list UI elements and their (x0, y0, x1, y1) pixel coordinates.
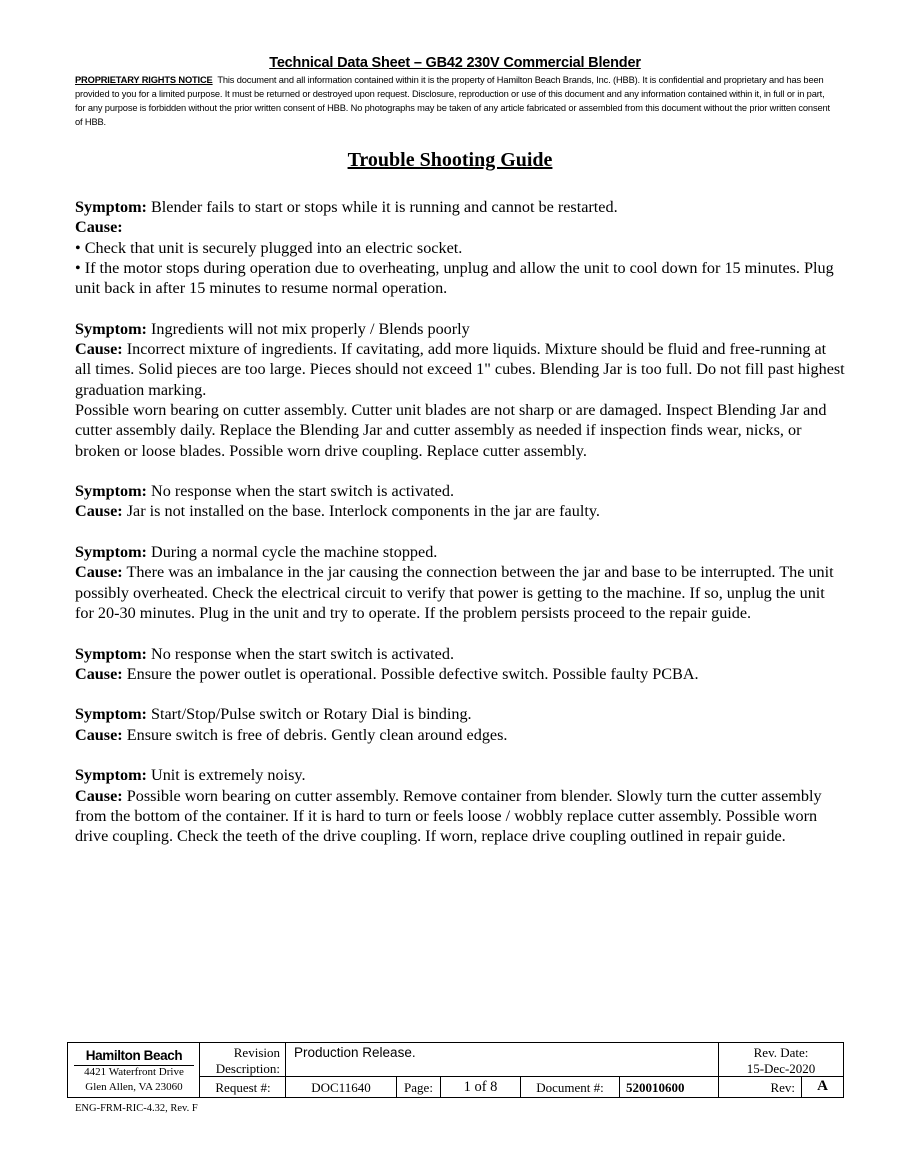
symptom-label: Symptom: (75, 644, 147, 663)
notice-text: This document and all information contained within it is the property of Hamilton Beach Brands, Inc. (HBB). It is confidential and proprietary and has been provided to you for a limited purpose. It must be returned or destroyed upon request. Disclosure, reproduction or use of this document and any information contained within it, in full or in part, for any purpose is forbidden without the prior written consent of HBB. No photographs may be taken of any article fabricated or assembled from this document without the prior written consent of HBB. (75, 75, 830, 127)
notice-label: PROPRIETARY RIGHTS NOTICE (75, 75, 213, 85)
cause-text: Incorrect mixture of ingredients. If cavitating, add more liquids. Mixture should be fluid and free-running at all times. Solid pieces are too large. Pieces should not exceed 1" cubes. Blending Jar is too full. Do not fill past highest graduation marking. (75, 340, 845, 399)
cause-label: Cause: (75, 664, 123, 683)
cause-text: Possible worn bearing on cutter assembly. Remove container from blender. Slowly turn the cutter assembly from the bottom of the container. If it is hard to turn or feels loose / wobbly replace cutter assembly. Possible worn drive coupling. Check the teeth of the drive coupling. If worn, replace drive coupling outlined in repair guide. (75, 786, 822, 846)
document-header (75, 55, 835, 129)
divider (619, 1076, 620, 1097)
troubleshooting-entry (75, 319, 845, 461)
document-title: Technical Data Sheet – GB42 230V Commercial Blender (269, 55, 641, 71)
symptom-label: Symptom: (75, 705, 147, 724)
symptom-text: No response when the start switch is activated. (151, 644, 454, 663)
symptom-label: Symptom: (75, 766, 147, 785)
description-label: Description: (215, 1061, 280, 1076)
hamilton-beach-logo: Hamilton Beach (85, 1048, 183, 1063)
cause-text: Ensure switch is free of debris. Gently clean around edges. (126, 725, 508, 744)
symptom-text: Ingredients will not mix properly / Blends poorly (151, 319, 470, 338)
rev-date-label: Rev. Date: (753, 1045, 809, 1060)
rev-value: A (817, 1078, 828, 1094)
company-address-line-1: 4421 Waterfront Drive (84, 1066, 184, 1078)
cause-text: Ensure the power outlet is operational. Possible defective switch. Possible faulty PCBA. (126, 664, 699, 683)
troubleshooting-entry (75, 197, 845, 298)
symptom-text: Unit is extremely noisy. (151, 766, 306, 785)
revision-description: Production Release. (294, 1045, 416, 1060)
request-number: DOC11640 (311, 1080, 371, 1095)
symptom-text: Blender fails to start or stops while it is running and cannot be restarted. (151, 198, 618, 216)
troubleshooting-entry (75, 765, 845, 846)
cause-text: Jar is not installed on the base. Interlock components in the jar are faulty. (126, 502, 600, 521)
cause-bullet: • If the motor stops during operation due to overheating, unplug and allow the unit to cool down for 15 minutes. Plug unit back in after 15 minutes to resume normal operation. (75, 258, 834, 298)
form-id: ENG-FRM-RIC-4.32, Rev. F (75, 1103, 198, 1114)
troubleshooting-entry (75, 481, 845, 522)
page-label: Page: (404, 1080, 433, 1095)
document-label: Document #: (536, 1080, 604, 1095)
troubleshooting-entry (75, 542, 845, 623)
cause-label: Cause: (75, 218, 123, 237)
cause-label: Cause: (75, 563, 123, 582)
troubleshooting-entry (75, 644, 845, 685)
guide-title: Trouble Shooting Guide (347, 149, 553, 171)
cause-text: There was an imbalance in the jar causing the connection between the jar and base to be interrupted. The unit possibly overheated. Check the electrical circuit to verify that power is getting to the machine. If so, unplug the unit for 20-30 minutes. Plug in the unit and try to operate. If the problem persists proceed to the repair guide. (75, 563, 834, 622)
cause-label: Cause: (75, 502, 123, 521)
request-label: Request #: (215, 1080, 271, 1095)
symptom-text: During a normal cycle the machine stopped. (151, 543, 438, 562)
troubleshooting-body (75, 197, 845, 867)
logo-underline (74, 1065, 194, 1066)
troubleshooting-entry (75, 704, 845, 745)
company-block (68, 1043, 200, 1097)
symptom-text: Start/Stop/Pulse switch or Rotary Dial is binding. (151, 705, 472, 724)
proprietary-notice (75, 73, 835, 129)
title-block (67, 1042, 844, 1098)
company-address-line-2: Glen Allen, VA 23060 (85, 1081, 183, 1093)
symptom-label: Symptom: (75, 319, 147, 338)
document-number: 520010600 (626, 1080, 685, 1095)
rev-date-value: 15-Dec-2020 (746, 1061, 816, 1076)
page-number: 1 of 8 (463, 1079, 498, 1095)
revision-label: Revision (233, 1045, 280, 1060)
cause-label: Cause: (75, 725, 123, 744)
cause-extra-text: Possible worn bearing on cutter assembly. Cutter unit blades are not sharp or are damaged. Inspect Blending Jar and cutter assembly daily. Replace the Blending Jar and cutter assembly as needed if inspection finds wear, nicks, or broken or loose blades. Possible worn drive coupling. Replace cutter assembly. (75, 400, 827, 460)
symptom-label: Symptom: (75, 198, 147, 216)
cause-label: Cause: (75, 340, 123, 359)
cause-label: Cause: (75, 786, 123, 805)
rev-label: Rev: (770, 1080, 795, 1095)
cause-bullet: • Check that unit is securely plugged into an electric socket. (75, 238, 463, 257)
symptom-label: Symptom: (75, 482, 147, 501)
symptom-label: Symptom: (75, 543, 147, 562)
symptom-text: No response when the start switch is activated. (151, 482, 454, 501)
